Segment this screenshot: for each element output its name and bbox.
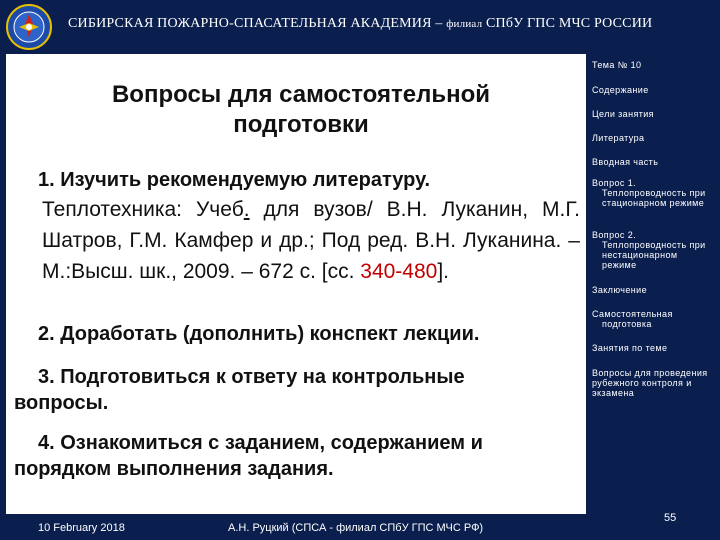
question-3-line2: вопросы. bbox=[14, 392, 109, 414]
nav-item-contents[interactable]: Содержание bbox=[592, 85, 649, 95]
footer-author: А.Н. Руцкий (СПСА - филиал СПбУ ГПС МЧС РФ) bbox=[228, 522, 484, 534]
question-2: 2. Доработать (дополнить) конспект лекции. bbox=[38, 323, 480, 345]
nav-item-question-2-sub: Теплопроводность при нестационарном режиме bbox=[602, 240, 706, 270]
nav-item-question-1-sub: Теплопроводность при стационарном режиме bbox=[602, 188, 706, 208]
nav-item-question-2[interactable] bbox=[592, 230, 714, 270]
question-1 bbox=[14, 168, 580, 287]
question-4 bbox=[14, 430, 580, 482]
question-3-line1: 3. Подготовиться к ответу на контрольные bbox=[38, 366, 465, 388]
nav-item-self-study-sub: подготовка bbox=[602, 319, 652, 329]
literature-text-end: ]. bbox=[437, 260, 450, 283]
academy-title bbox=[68, 16, 713, 32]
nav-item-topic[interactable]: Тема № 10 bbox=[592, 60, 642, 70]
literature-reference bbox=[14, 192, 580, 287]
nav-item-conclusion[interactable]: Заключение bbox=[592, 285, 647, 295]
nav-item-question-2-label: Вопрос 2. bbox=[592, 230, 636, 240]
slide-title bbox=[6, 80, 596, 140]
literature-underlined-mark: . bbox=[243, 198, 250, 221]
footer-bar bbox=[0, 514, 720, 540]
academy-title-main: СИБИРСКАЯ ПОЖАРНО-СПАСАТЕЛЬНАЯ АКАДЕМИЯ – bbox=[68, 16, 447, 31]
question-4-line1: 4. Ознакомиться с заданием, содержанием и bbox=[38, 432, 483, 454]
nav-item-self-study-label: Самостоятельная bbox=[592, 309, 673, 319]
slide-content bbox=[6, 54, 586, 514]
nav-item-question-1-label: Вопрос 1. bbox=[592, 178, 636, 188]
footer-date: 10 February 2018 bbox=[38, 522, 125, 534]
header-bar bbox=[0, 0, 720, 54]
nav-item-literature[interactable]: Литература bbox=[592, 133, 645, 143]
question-1-heading: 1. Изучить рекомендуемую литературу. bbox=[38, 169, 431, 191]
nav-item-introduction[interactable]: Вводная часть bbox=[592, 157, 659, 167]
nav-item-self-study[interactable] bbox=[592, 309, 714, 329]
slide-title-line2: подготовки bbox=[233, 111, 369, 138]
question-4-line2: порядком выполнения задания. bbox=[14, 458, 334, 480]
nav-item-exam-questions[interactable]: Вопросы для проведения рубежного контроля и экзамена bbox=[592, 368, 708, 398]
nav-item-goals[interactable]: Цели занятия bbox=[592, 109, 654, 119]
nav-item-topic-classes[interactable]: Занятия по теме bbox=[592, 343, 668, 353]
academy-title-small: филиал bbox=[446, 18, 483, 30]
literature-pages: 340-480 bbox=[360, 260, 438, 283]
question-3 bbox=[14, 364, 580, 416]
literature-text-a: Теплотехника: Учеб bbox=[42, 198, 244, 221]
literature-text-b: для вузов/ В.Н. Луканин, М.Г. Шатров, Г.М. Камфер и др.; Под ред. В.Н. Луканина. – М.:Высш. шк., 2009. – 672 с. [сс. bbox=[42, 198, 580, 283]
academy-title-end: СПбУ ГПС МЧС РОССИИ bbox=[482, 16, 653, 31]
slide-title-line1: Вопросы для самостоятельной bbox=[111, 81, 491, 108]
academy-emblem-icon bbox=[6, 4, 52, 50]
nav-item-question-1[interactable] bbox=[592, 178, 714, 208]
page-number: 55 bbox=[664, 512, 677, 524]
